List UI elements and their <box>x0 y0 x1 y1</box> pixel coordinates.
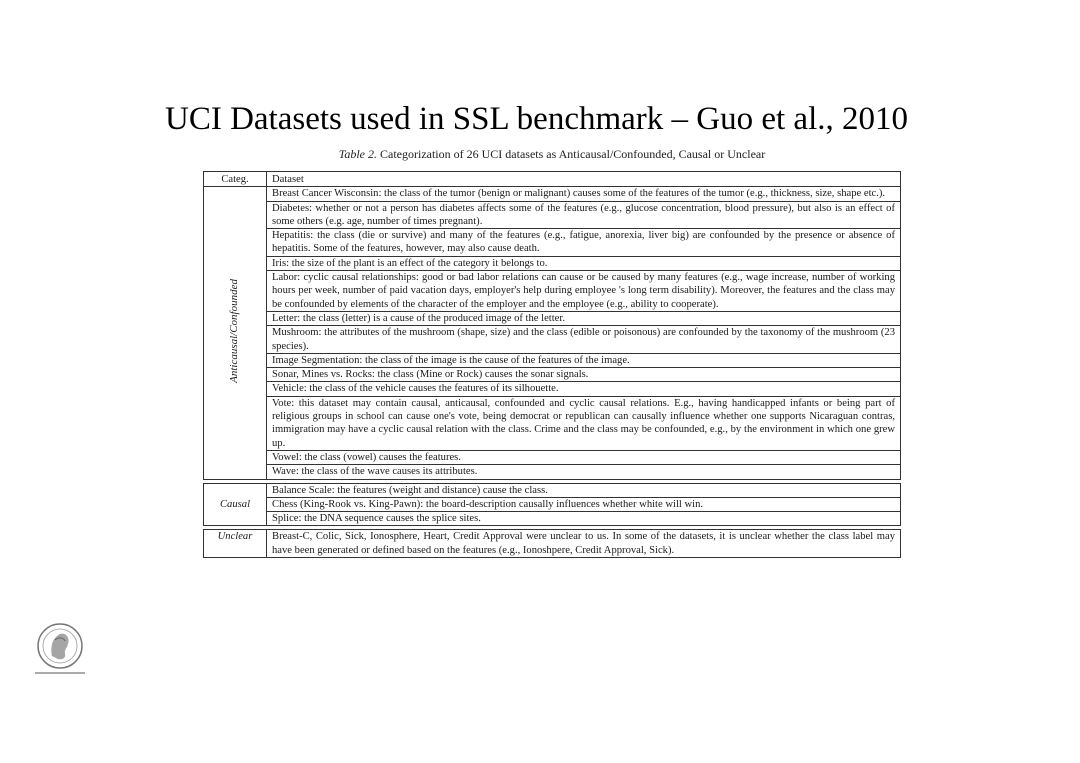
institute-seal-icon <box>30 620 90 680</box>
dataset-cell: Wave: the class of the wave causes its attributes. <box>267 465 901 479</box>
dataset-cell: Labor: cyclic causal relationships: good or bad labor relations can cause or be caused by many features (e.g., wage increase, number of working hours per week, number of paid vacation days, employer's help during employee 's long term disability). Moreover, the features and the class may be confounded by elements of the character of the employer and the employee (e.g., ability to cooperate). <box>267 271 901 312</box>
dataset-cell: Hepatitis: the class (die or survive) and many of the features (e.g., fatigue, anorexia, liver big) are confounded by the presence or absence of hepatitis. Some of the features, however, may also cause death. <box>267 229 901 257</box>
dataset-cell: Chess (King-Rook vs. King-Pawn): the board-description causally influences whether white will win. <box>267 497 901 511</box>
table-row <box>204 229 901 257</box>
caption-label: Table 2. <box>338 147 377 161</box>
table-row <box>204 483 901 497</box>
dataset-cell: Vehicle: the class of the vehicle causes the features of its silhouette. <box>267 382 901 396</box>
dataset-cell: Breast-C, Colic, Sick, Ionosphere, Heart, Credit Approval were unclear to us. In some of the datasets, it is unclear whether the class label may have been generated or defined based on the features (e.g., Ionoshpere, Credit Approval, Sick). <box>267 530 901 558</box>
dataset-cell: Iris: the size of the plant is an effect of the category it belongs to. <box>267 256 901 270</box>
dataset-cell: Vowel: the class (vowel) causes the features. <box>267 450 901 464</box>
category-cell-unclear: Unclear <box>204 530 267 558</box>
table-row <box>204 368 901 382</box>
header-category: Categ. <box>204 172 267 187</box>
table-row <box>204 382 901 396</box>
slide-title: UCI Datasets used in SSL benchmark – Guo et al., 2010 <box>165 101 908 137</box>
table-row <box>204 326 901 354</box>
category-cell-causal: Causal <box>204 483 267 526</box>
dataset-cell: Balance Scale: the features (weight and distance) cause the class. <box>267 483 901 497</box>
table-row <box>204 530 901 558</box>
table-row <box>204 201 901 229</box>
dataset-cell: Image Segmentation: the class of the image is the cause of the features of the image. <box>267 353 901 367</box>
dataset-cell: Diabetes: whether or not a person has diabetes affects some of the features (e.g., glucose concentration, blood pressure), but also is an effect of some others (e.g. age, number of times pregnant). <box>267 201 901 229</box>
table-row <box>204 311 901 325</box>
dataset-cell: Breast Cancer Wisconsin: the class of the tumor (benign or malignant) causes some of the features of the tumor (e.g., thickness, size, shape etc.). <box>267 187 901 201</box>
header-dataset: Dataset <box>267 172 901 187</box>
table-row <box>204 450 901 464</box>
category-cell-anticausal <box>204 187 267 479</box>
table-row <box>204 512 901 526</box>
caption-text: Categorization of 26 UCI datasets as Anticausal/Confounded, Causal or Unclear <box>377 147 766 161</box>
dataset-cell: Letter: the class (letter) is a cause of the produced image of the letter. <box>267 311 901 325</box>
table-row <box>204 353 901 367</box>
table-row <box>204 271 901 312</box>
table-header-row <box>204 172 901 187</box>
dataset-cell: Splice: the DNA sequence causes the splice sites. <box>267 512 901 526</box>
table-row <box>204 497 901 511</box>
dataset-cell: Sonar, Mines vs. Rocks: the class (Mine or Rock) causes the sonar signals. <box>267 368 901 382</box>
table-row <box>204 396 901 450</box>
table-row <box>204 256 901 270</box>
table-caption <box>203 147 901 161</box>
category-label: Anticausal/Confounded <box>228 278 241 383</box>
table-row <box>204 187 901 201</box>
table-row <box>204 465 901 479</box>
dataset-cell: Vote: this dataset may contain causal, anticausal, confounded and cyclic causal relations. E.g., having handicapped infants or being part of religious groups in school can cause one's vote, being democrat or republican can causally influence whether one supports Nicaraguan contras, immigration may have a cyclic causal relation with the class. Crime and the class may be confounded, e.g., by the environment in which one grew up. <box>267 396 901 450</box>
categorization-table <box>203 171 901 558</box>
dataset-cell: Mushroom: the attributes of the mushroom (shape, size) and the class (edible or poisonous) are confounded by the taxonomy of the mushroom (23 species). <box>267 326 901 354</box>
